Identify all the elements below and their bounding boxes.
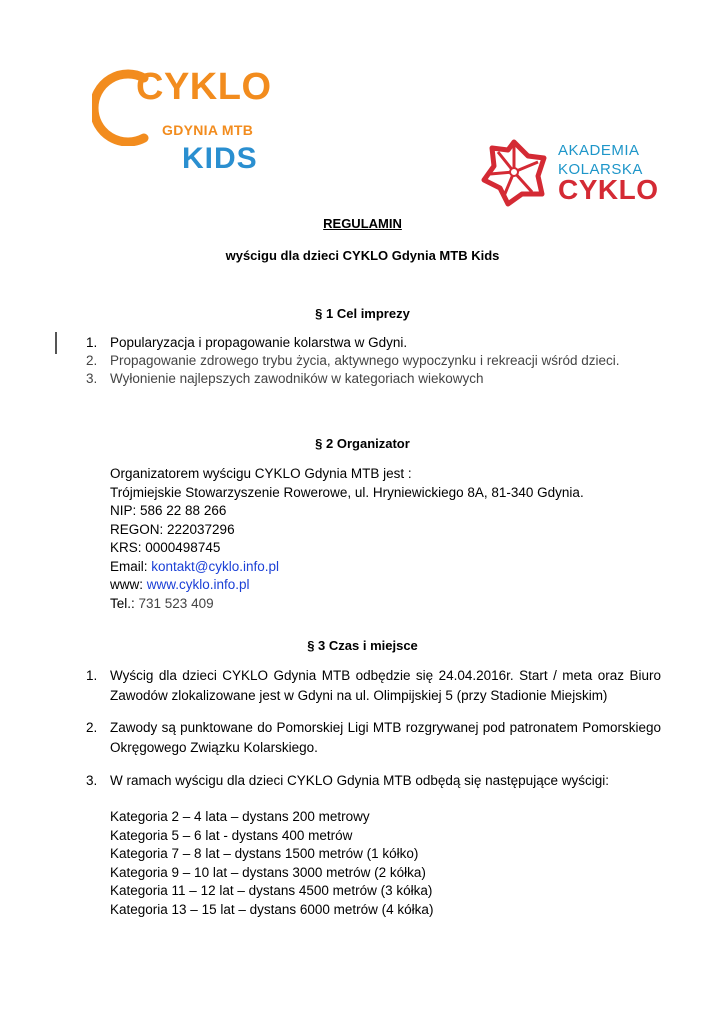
cyklo-kids-logo	[92, 66, 272, 178]
organizer-regon: REGON: 222037296	[110, 521, 235, 537]
organizer-nip: NIP: 586 22 88 266	[110, 503, 227, 518]
list-text: Wyłonienie najlepszych zawodników w kategoriach wiekowych	[110, 371, 484, 386]
tel-label: Tel.:	[110, 595, 139, 611]
organizer-address: Trójmiejskie Stowarzyszenie Rowerowe, ul. Hryniewickiego 8A, 81-340 Gdynia.	[110, 484, 584, 500]
list-item	[86, 718, 661, 758]
category-item: Kategoria 9 – 10 lat – dystans 3000 metrów (2 kółka)	[110, 864, 426, 880]
section-3-heading: § 3 Czas i miejsce	[307, 638, 418, 653]
email-label: Email:	[110, 558, 152, 574]
organizer-krs: KRS: 0000498745	[110, 540, 221, 555]
www-label: www:	[110, 577, 147, 592]
list-number: 2.	[86, 720, 98, 735]
category-item: Kategoria 5 – 6 lat - dystans 400 metrów	[110, 827, 353, 843]
logo-cyklo-text: CYKLO	[558, 174, 659, 205]
category-item: Kategoria 2 – 4 lata – dystans 200 metrowy	[110, 809, 370, 824]
organizer-www-row	[110, 576, 584, 595]
list-number: 1.	[86, 668, 98, 683]
document-subtitle: wyścigu dla dzieci CYKLO Gdynia MTB Kids	[225, 248, 500, 263]
organizer-block	[110, 465, 584, 613]
list-text: Propagowanie zdrowego trybu życia, aktywnego wypoczynku i rekreacji wśród dzieci.	[110, 353, 620, 368]
list-text: W ramach wyścigu dla dzieci CYKLO Gdynia MTB odbędą się następujące wyścigi:	[110, 773, 609, 788]
organizer-intro: Organizatorem wyścigu CYKLO Gdynia MTB jest :	[110, 466, 412, 481]
document-title: REGULAMIN	[323, 216, 402, 231]
list-item	[86, 771, 661, 791]
email-link[interactable]: kontakt@cyklo.info.pl	[151, 558, 280, 574]
list-text: Popularyzacja i propagowanie kolarstwa w Gdyni.	[110, 335, 408, 350]
list-number: 1.	[86, 335, 98, 350]
akademia-kolarska-logo	[478, 132, 668, 212]
logo-kids-text: KIDS	[182, 142, 258, 175]
list-number: 3.	[86, 371, 98, 386]
section-2-heading: § 2 Organizator	[315, 436, 410, 451]
list-text: Zawody są punktowane do Pomorskiej Ligi MTB rozgrywanej pod patronatem Pomorskiego Okręgowego Związku Kolarskiego.	[110, 720, 661, 755]
star-wheel-icon	[478, 136, 550, 208]
logo-gdynia-mtb-text: GDYNIA MTB	[162, 122, 254, 138]
list-number: 3.	[86, 773, 98, 788]
category-item: Kategoria 11 – 12 lat – dystans 4500 metrów (3 kółka)	[110, 883, 433, 898]
section-1-heading: § 1 Cel imprezy	[315, 306, 410, 321]
category-item: Kategoria 7 – 8 lat – dystans 1500 metrów (1 kółko)	[110, 846, 419, 861]
logo-akademia-text: AKADEMIA	[558, 142, 640, 159]
organizer-tel-row	[110, 595, 584, 614]
logo-cyklo-text: CYKLO	[136, 66, 272, 108]
list-text: Wyścig dla dzieci CYKLO Gdynia MTB odbędzie się 24.04.2016r. Start / meta oraz Biuro Zawodów zlokalizowane jest w Gdyni na ul. Olimpijskiej 5 (przy Stadionie Miejskim)	[110, 668, 661, 703]
tel-value: 731 523 409	[138, 595, 214, 611]
category-list	[110, 808, 433, 919]
organizer-email-row	[110, 558, 584, 577]
logo-kolarska-text: KOLARSKA	[558, 161, 643, 178]
list-number: 2.	[86, 353, 98, 368]
list-item	[86, 666, 661, 706]
category-item: Kategoria 13 – 15 lat – dystans 6000 metrów (4 kółka)	[110, 901, 434, 917]
website-link[interactable]: www.cyklo.info.pl	[146, 577, 250, 592]
text-cursor	[55, 332, 57, 354]
